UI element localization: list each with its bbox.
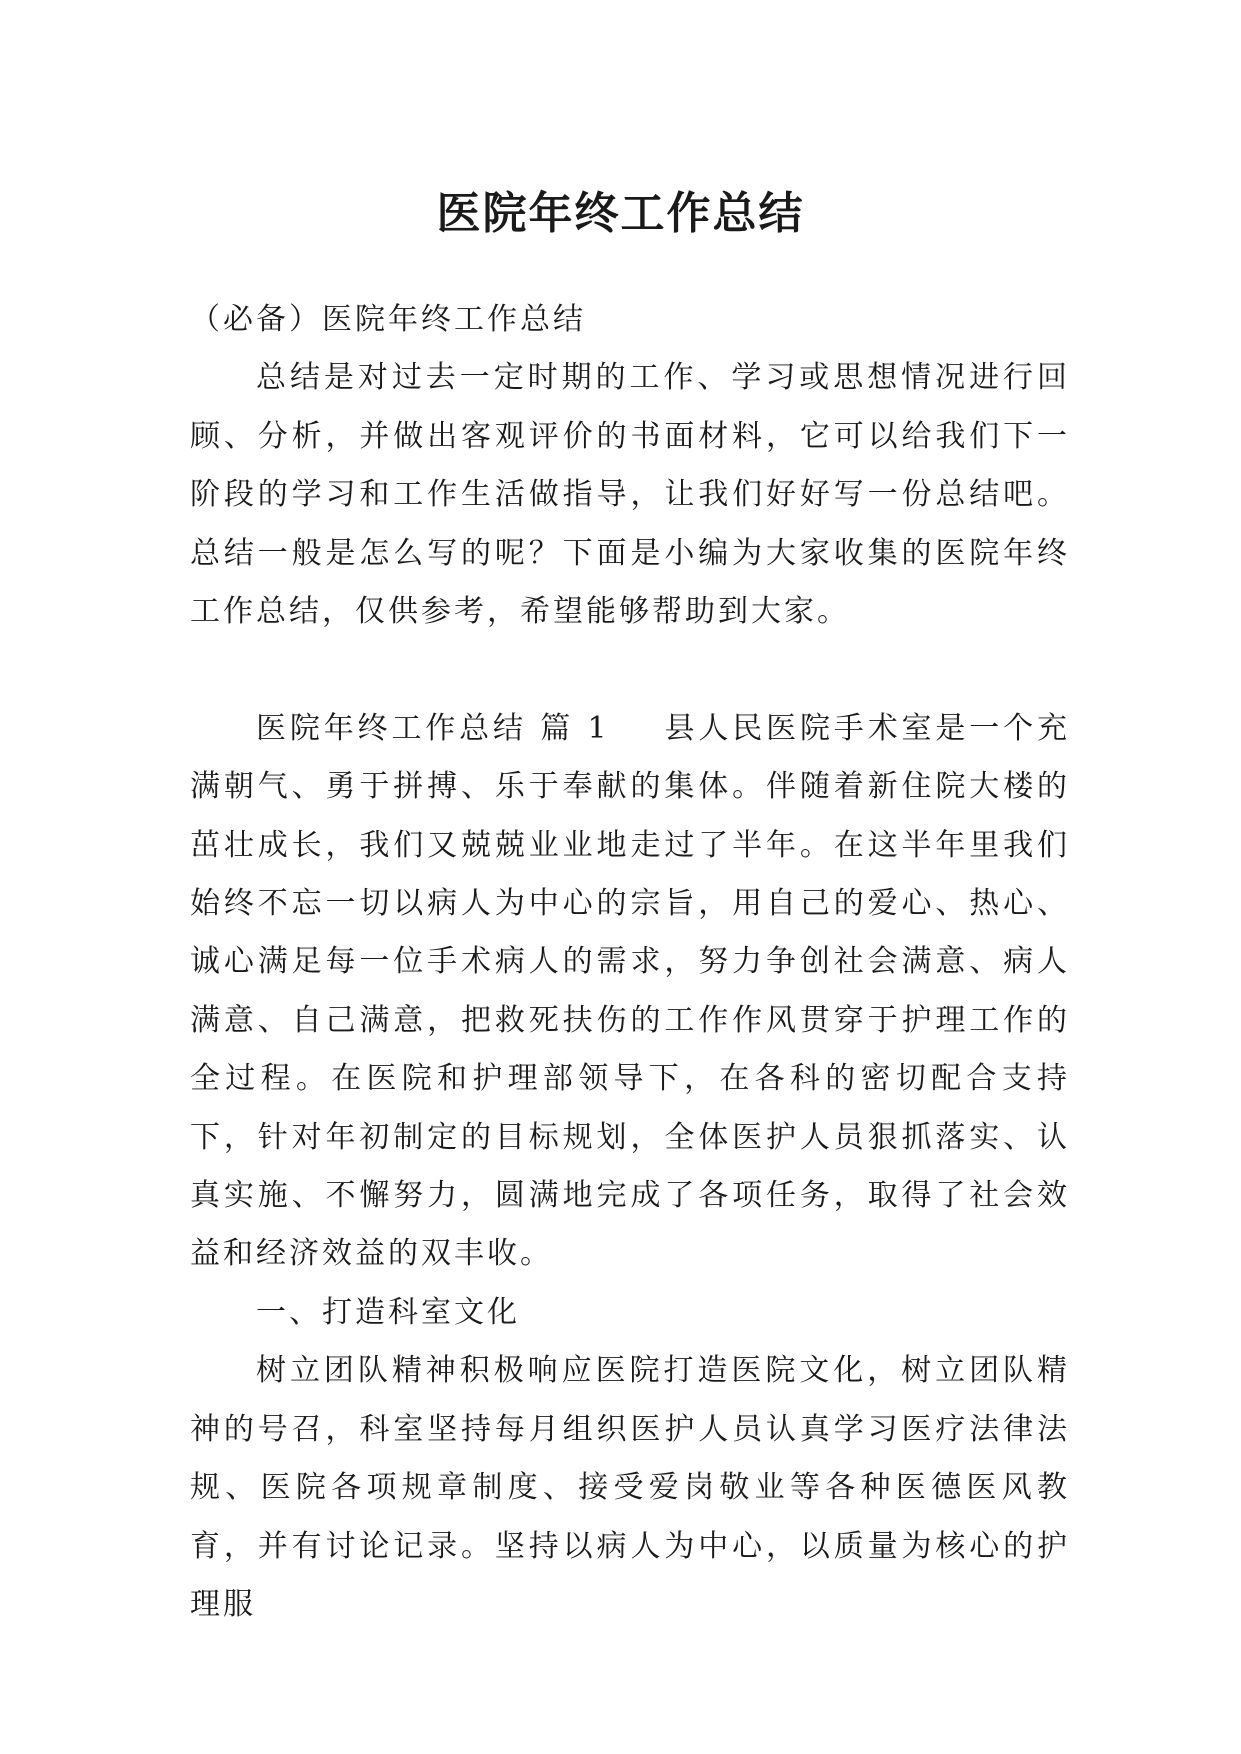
document-body <box>190 291 1070 1634</box>
paragraph-spacer <box>190 641 1070 699</box>
chapter-heading: 医院年终工作总结 篇 1 <box>256 710 610 746</box>
page-title: 医院年终工作总结 <box>436 188 805 240</box>
intro-paragraph: 总结是对过去一定时期的工作、学习或思想情况进行回顾、分析，并做出客观评价的书面材料，它可以给我们下一阶段的学习和工作生活做指导，让我们好好写一份总结吧。总结一般是怎么写的呢？下面是小编为大家收集的医院年终工作总结，仅供参考，希望能够帮助到大家。 <box>190 360 1070 630</box>
chapter-body: 县人民医院手术室是一个充满朝气、勇于拼搏、乐于奉献的集体。伴随着新住院大楼的茁壮成长，我们又兢兢业业地走过了半年。在这半年里我们始终不忘一切以病人为中心的宗旨，用自己的爱心、热心、诚心满足每一位手术病人的需求，努力争创社会满意、病人满意、自己满意，把救死扶伤的工作作风贯穿于护理工作的全过程。在医院和护理部领导下，在各科的密切配合支持下，针对年初制定的目标规划，全体医护人员狠抓落实、认真实施、不懈努力，圆满地完成了各项任务，取得了社会效益和经济效益的双丰收。 <box>190 710 1071 1272</box>
chapter-paragraph <box>190 700 1070 1284</box>
section-paragraph: 树立团队精神积极响应医院打造医院文化，树立团队精神的号召，科室坚持每月组织医护人员认真学习医疗法律法规、医院各项规章制度、接受爱岗敬业等各种医德医风教育，并有讨论记录。坚持以病人为中心，以质量为核心的护理服 <box>190 1353 1070 1622</box>
section-heading: 一、打造科室文化 <box>256 1294 520 1330</box>
document-subtitle: （必备）医院年终工作总结 <box>190 302 586 337</box>
